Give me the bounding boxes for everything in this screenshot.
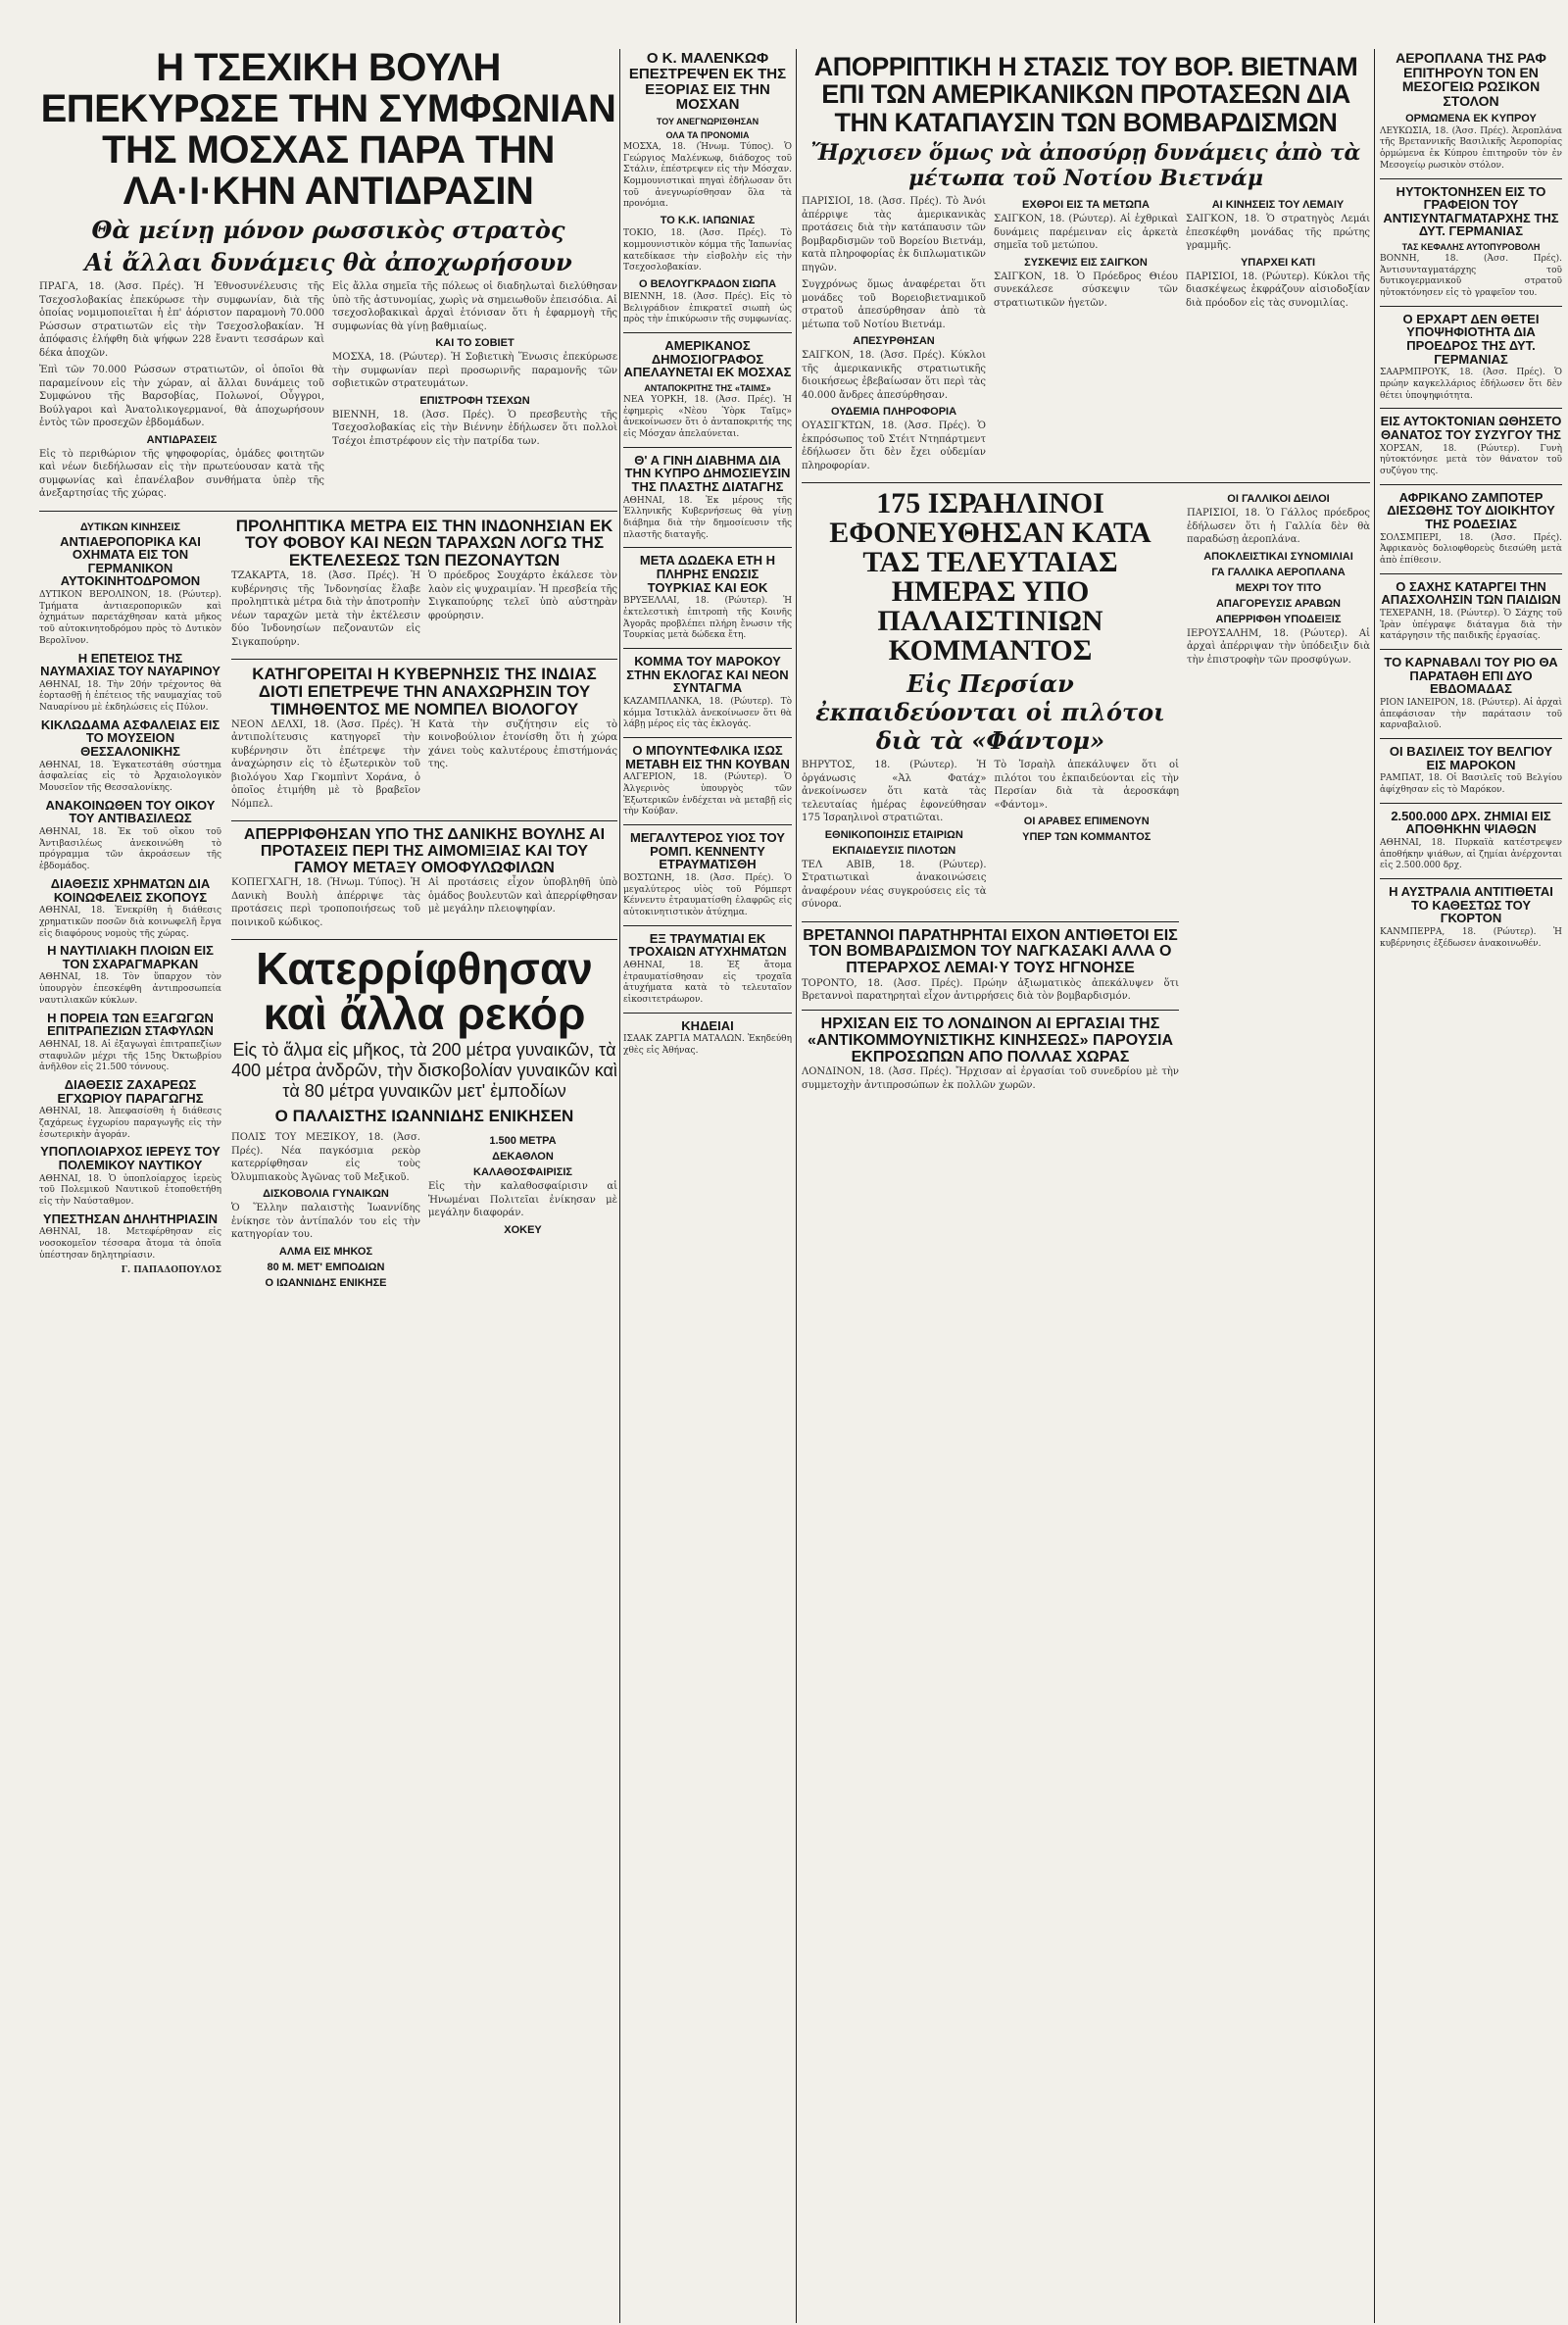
raf-headline: ΑΕΡΟΠΛΑΝΑ ΤΗΣ ΡΑΦ ΕΠΙΤΗΡΟΥΝ ΤΟΝ ΕΝ ΜΕΣΟΓΕΙΩ ΡΩΣΙΚΟΝ ΣΤΟΛΟΝ [1396, 50, 1546, 110]
lead-story-czech [39, 0, 617, 505]
carnival-text: ΡΙΟΝ ΙΑΝΕΙΡΟΝ, 18. (Ρώυτερ). Αἱ ἀρχαὶ ἀπεφάσισαν τὴν παράτασιν τοῦ καρναβαλιοῦ. [1380, 698, 1562, 731]
usa-headline: ΑΜΕΡΙΚΑΝΟΣ ΔΗΜΟΣΙΟΓΡΑΦΟΣ ΑΠΕΛΑΥΝΕΤΑΙ ΕΚ ΜΟΣΧΑΣ [623, 337, 792, 380]
sports-kicker: Ο ΠΑΛΑΙΣΤΗΣ ΙΩΑΝΝΙΔΗΣ ΕΝΙΚΗΣΕΝ [274, 1107, 574, 1126]
britain-headline: ΒΡΕΤΑΝΝΟΙ ΠΑΡΑΤΗΡΗΤΑΙ ΕΙΧΟΝ ΑΝΤΙΘΕΤΟΙ ΕΙΣ ΤΟΝ ΒΟΜΒΑΡΔΙΣΜΟΝ ΤΟΥ ΝΑΓΚΑΣΑΚΙ ΑΛΛΑ Ο ΠΤΕΡΑΡΧΟΣ ΛΕΜΑΙ·Υ ΤΟΥΣ ΗΓΝΟΗΣΕ [803, 926, 1178, 977]
divider [1380, 738, 1562, 739]
sports-sec3: 80 Μ. ΜΕΤ' ΕΜΠΟΔΙΩΝ [267, 1261, 385, 1273]
lead-sub1: Θὰ μείνῃ μόνον ρωσσικὸς στρατὸς [91, 216, 565, 244]
vietnam-sub: Ἤρχισεν ὅμως νὰ ἀποσύρῃ δυνάμεις ἀπὸ τὰ μέτωπα τοῦ Νοτίου Βιετνάμ [810, 140, 1361, 192]
sports-section [231, 943, 617, 1290]
lead-text1: ΠΡΑΓΑ, 18. (Ἀσσ. Πρές). Ἡ Ἐθνοσυνέλευσις τῆς Τσεχοσλοβακίας ἐπεκύρωσε τὴν συμφωνίαν, διὰ τῆς ὁποίας νομιμοποιεῖται ἡ ἐπ' ἀόριστον παραμονὴ 70.000 Ρώσσων στρατιωτῶν εἰς τὴν Τσεχοσλοβακίαν. Ἡ ἀπόφασις ἐλήφθη διὰ ψήφων 228 ἔναντι τεσσάρων καὶ δέκα ἀποχῶν. [39, 281, 324, 359]
right-sec2: ΑΙ ΚΙΝΗΣΕΙΣ ΤΟΥ ΛΕΜΑΙΥ [1211, 199, 1345, 212]
usa-kicker: ΑΝΤΑΠΟΚΡΙΤΗΣ ΤΗΣ «ΤΑΙΜΣ» [644, 382, 771, 393]
belgrade-headline: Ο ΒΕΛΟΥΓΚΡΑΔΟΝ ΣΙΩΠΑ [638, 277, 777, 290]
indonesia-text2: Ὁ πρόεδρος Σουχάρτο ἐκάλεσε τὸν λαὸν εἰς ψυχραιμίαν. Ἡ πρεσβεία τῆς Σιγκαπούρης τελεῖ ὑπὸ αὐστηρὰν φρούρησιν. [428, 570, 617, 621]
divider [231, 820, 617, 821]
israel-text3: ΤΕΛ ΑΒΙΒ, 18. (Ρώυτερ). Στρατιωτικαὶ ἀνακοινώσεις ἀναφέρουν νέας συγκρούσεις εἰς τὰ σύνορα. [802, 859, 987, 911]
israel-text1: ΒΗΡΥΤΟΣ, 18. (Ρώυτερ). Ἡ ὀργάνωσις «Ἀλ Φατάχ» ἀνεκοίνωσεν ὅτι κατὰ τὰς τελευταίας ἡμέρας ἐφονεύθησαν 175 Ἰσραηλινοὶ στρατιῶται. [802, 760, 987, 824]
malenkov-kicker2: ΟΛΑ ΤΑ ΠΡΟΝΟΜΙΑ [665, 130, 750, 140]
brief-text: ΑΘΗΝΑΙ, 18. Μετεφέρθησαν εἰς νοσοκομεῖον τέσσαρα ἄτομα τὰ ὁποῖα ὑπέστησαν δηλητηρίασιν. [39, 1227, 221, 1261]
denmark-headline: ΑΠΕΡΡΙΦΘΗΣΑΝ ΥΠΟ ΤΗΣ ΔΑΝΙΚΗΣ ΒΟΥΛΗΣ ΑΙ ΠΡΟΤΑΣΕΙΣ ΠΕΡΙ ΤΗΣ ΑΙΜΟΜΙΞΙΑΣ ΚΑΙ ΤΟΥ ΓΑΜΟΥ ΜΕΤΑΞΥ ΟΜΟΦΥΛΩΦΙΛΩΝ [243, 826, 606, 876]
divider [623, 1013, 792, 1014]
right-text1: ΠΑΡΙΣΙΟΙ, 18. (Ρώυτερ). Κύκλοι τῆς διασκέψεως ἐκφράζουν αἰσιοδοξίαν διὰ πρόοδον εἰς τὰς συνομιλίας. [1186, 271, 1370, 309]
raf-text: ΛΕΥΚΩΣΙΑ, 18. (Ἀσσ. Πρές). Ἀεροπλάνα τῆς Βρεταννικῆς Βασιλικῆς Ἀεροπορίας ὁρμώμενα ἐκ Κύπρου ἐπιτηροῦν τὸν ἐν Μεσογείῳ ρωσικὸν στόλον. [1380, 125, 1562, 171]
column-rule [1374, 49, 1375, 2323]
right-sec7: ΑΠΑΓΟΡΕΥΣΙΣ ΑΡΑΒΩΝ [1215, 597, 1342, 610]
divider [623, 737, 792, 738]
lead-text2: Ἐπὶ τῶν 70.000 Ρώσσων στρατιωτῶν, οἱ ὁποῖοι θὰ παραμείνουν εἰς τὴν χώραν, αἱ ἄλλαι δυνάμεις τοῦ Συμφώνου τῆς Βαρσοβίας, Πολωνοί, Οὖγγροι, Βούλγαροι καὶ Ἀνατολικογερμανοί, θὰ ἀποχωρήσουν ἐντὸς τῶν προσεχῶν ἑβδομάδων. [39, 365, 324, 428]
japan-text: ΤΟΚΙΟ, 18. (Ἀσσ. Πρές). Τὸ κομμουνιστικὸν κόμμα τῆς Ἰαπωνίας κατεδίκασε τὴν εἰσβολὴν εἰς τὴν Τσεχοσλοβακίαν. [623, 228, 792, 273]
sports-sec8: Ο ΙΩΑΝΝΙΔΗΣ ΕΝΙΚΗΣΕ [265, 1276, 387, 1289]
israel-sec2: ΕΚΠΑΙΔΕΥΣΙΣ ΠΙΛΟΤΩΝ [832, 844, 956, 857]
israel-sec4: ΥΠΕΡ ΤΩΝ ΚΟΜΜΑΝΤΟΣ [1022, 831, 1152, 844]
brief-text: ΑΘΗΝΑΙ, 18. Ἀπεφασίσθη ἡ διάθεσις ζαχάρεως ἐγχωρίου παραγωγῆς εἰς τὴν ἐσωτερικὴν ἀγοράν. [39, 1107, 221, 1140]
obit-text: ΙΣΑΑΚ ΖΑΡΓΙΑ ΜΑΤΑΛΩΝ. Ἐκηδεύθη χθὲς εἰς Ἀθήνας. [623, 1034, 792, 1056]
belgium-text: ΡΑΜΠΑΤ, 18. Οἱ Βασιλεῖς τοῦ Βελγίου ἀφίχθησαν εἰς τὸ Μαρόκον. [1380, 773, 1562, 796]
right-sec3: ΟΙ ΓΑΛΛΙΚΟΙ ΔΕΙΛΟΙ [1227, 493, 1330, 506]
divider [1380, 878, 1562, 879]
brief-text: ΔΥΤΙΚΟΝ ΒΕΡΟΛΙΝΟΝ, 18. (Ρώυτερ). Τμήματα ἀντιαεροπορικῶν καὶ ὀχημάτων παρετάχθησαν κατὰ μῆκος τοῦ αὐτοκινητοδρόμου πρὸς τὸ Δυτικὸν Βερολῖνον. [39, 590, 221, 646]
vienna-headline: ΕΠΙΣΤΡΟΦΗ ΤΣΕΧΩΝ [419, 394, 530, 407]
malenkov-text: ΜΟΣΧΑ, 18. (Ἡνωμ. Τύπος). Ὁ Γεώργιος Μαλένκωφ, διάδοχος τοῦ Στάλιν, ἐπέστρεψεν εἰς τὴν Μόσχαν. Κομμουνιστικαὶ πηγαὶ ἐδήλωσαν ὅτι τοῦ ἀνεγνωρίσθησαν ὅλα τὰ προνόμια. [623, 142, 792, 210]
denmark-text2: Αἱ προτάσεις εἶχον ὑποβληθῆ ὑπὸ ὁμάδος βουλευτῶν καὶ ἀπερρίφθησαν μὲ μεγάλην πλειοψηφίαν. [428, 877, 617, 915]
column-rule [796, 49, 797, 2323]
damage-headline: 2.500.000 ΔΡΧ. ΖΗΜΙΑΙ ΕΙΣ ΑΠΟΘΗΚΗΝ ΨΙΑΘΩΝ [1391, 808, 1551, 837]
shah-text: ΤΕΧΕΡΑΝΗ, 18. (Ρώυτερ). Ὁ Σάχης τοῦ Ἰρὰν ὑπέγραψε διάταγμα διὰ τὴν κατάργησιν τῆς παιδικῆς ἐργασίας. [1380, 609, 1562, 642]
sports-text1: ΠΟΛΙΣ ΤΟΥ ΜΕΞΙΚΟΥ, 18. (Ἀσσ. Πρές). Νέα παγκόσμια ρεκὸρ κατερρίφθησαν εἰς τοὺς Ὀλυμπιακοὺς Ἀγῶνας τοῦ Μεξικοῦ. [231, 1132, 420, 1183]
column-4 [1380, 0, 1562, 2325]
brief-text: ΑΘΗΝΑΙ, 18. Τὸν ὕπαρχον τὸν ὑπουργὸν ἐπεσκέφθη ἀντιπροσωπεία ναυτιλιακῶν κύκλων. [39, 972, 221, 1006]
vietnam-text1: ΠΑΡΙΣΙΟΙ, 18. (Ἀσσ. Πρές). Τὸ Ἀνόι ἀπέρριψε τὰς ἀμερικανικὰς προτάσεις διὰ τὴν κατάπαυσιν τῶν βομβαρδισμῶν τοῦ Βορείου Βιετνάμ, κατὰ πληροφορίας ἐκ διπλωματικῶν πηγῶν. [802, 196, 986, 273]
signature: Γ. ΠΑΠΑΔΟΠΟΥΛΟΣ [121, 1265, 221, 1276]
right-text2: ΣΑΙΓΚΟΝ, 18. Ὁ στρατηγὸς Λεμάι ἐπεσκέφθη μονάδας τῆς πρώτης γραμμῆς. [1186, 214, 1370, 252]
brief-text: ΑΘΗΝΑΙ, 18. Ἐγκατεστάθη σύστημα ἀσφαλείας εἰς τὸ Ἀρχαιολογικὸν Μουσεῖον τῆς Θεσσαλονίκης. [39, 760, 221, 794]
cuba-headline: Ο ΜΠΟΥΝΤΕΦΛΙΚΑ ΙΣΩΣ ΜΕΤΑΒΗ ΕΙΣ ΤΗΝ ΚΟΥΒΑΝ [625, 742, 790, 771]
divider [1380, 803, 1562, 804]
divider [623, 332, 792, 333]
vietnam-sec4: ΣΥΣΚΕΨΙΣ ΕΙΣ ΣΑΙΓΚΟΝ [1024, 256, 1148, 269]
malenkov-headline: Ο Κ. ΜΑΛΕΝΚΩΦ ΕΠΕΣΤΡΕΨΕΝ ΕΚ ΤΗΣ ΕΞΟΡΙΑΣ ΕΙΣ ΤΗΝ ΜΟΣΧΑΝ [628, 50, 787, 114]
right-sec6: ΜΕΧΡΙ ΤΟΥ ΤΙΤΟ [1235, 581, 1322, 594]
right-text4: ΙΕΡΟΥΣΑΛΗΜ, 18. (Ρώυτερ). Αἱ ἀρχαὶ ἀπέρριψαν τὴν ὑπόδειξιν διὰ τὴν ἐπιστροφὴν τῶν προσφύγων. [1187, 627, 1370, 666]
accidents-headline: ΕΞ ΤΡΑΥΜΑΤΙΑΙ ΕΚ ΤΡΟΧΑΙΩΝ ΑΤΥΧΗΜΑΤΩΝ [628, 930, 787, 960]
divider [802, 1010, 1179, 1011]
right-sec8: ΑΠΕΡΡΙΦΘΗ ΥΠΟΔΕΙΞΙΣ [1215, 613, 1342, 625]
brief-headline: Η ΠΟΡΕΙΑ ΤΩΝ ΕΞΑΓΩΓΩΝ ΕΠΙΤΡΑΠΕΖΙΩΝ ΣΤΑΦΥΛΩΝ [47, 1010, 214, 1039]
bonn-text: ΒΟΝΝΗ, 18. (Ἀσσ. Πρές). Ἀντισυνταγματάρχης τοῦ δυτικογερμανικοῦ στρατοῦ ηὐτοκτόνησεν εἰς τὸ γραφεῖον του. [1380, 254, 1562, 299]
accident-headline: ΕΙΣ ΑΥΤΟΚΤΟΝΙΑΝ ΩΘΗΣΕΤΟ ΘΑΝΑΤΟΣ ΤΟΥ ΣΥΖΥΓΟΥ ΤΗΣ [1380, 414, 1562, 443]
australia-headline: Η ΑΥΣΤΡΑΛΙΑ ΑΝΤΙΤΙΘΕΤΑΙ ΤΟ ΚΑΘΕΣΤΩΣ ΤΟΥ ΓΚΟΡΤΟΝ [1389, 884, 1553, 926]
divider [1380, 306, 1562, 307]
israel-sec1: ΕΘΝΙΚΟΠΟΙΗΣΙΣ ΕΤΑΙΡΙΩΝ [824, 828, 963, 841]
divider [1380, 178, 1562, 179]
africa-text: ΣΟΛΣΜΠΕΡΙ, 18. (Ἀσσ. Πρές). Ἀφρικανὸς δολιοφθορεὺς διεσώθη μετὰ ἀπὸ ἐπίθεσιν. [1380, 532, 1562, 567]
right-text3: ΠΑΡΙΣΙΟΙ, 18. Ὁ Γάλλος πρόεδρος ἐδήλωσεν ὅτι ἡ Γαλλία δὲν θὰ παραδώσῃ ἀεροπλάνα. [1187, 508, 1370, 546]
vietnam-text5: ΣΑΙΓΚΟΝ, 18. (Ρώυτερ). Αἱ ἐχθρικαὶ δυνάμεις παρέμειναν εἰς ἀρκετὰ σημεῖα τοῦ μετώπου. [994, 214, 1178, 252]
australia-text: ΚΑΝΜΠΕΡΡΑ, 18. (Ρώυτερ). Ἡ κυβέρνησις ἐξέδωσεν ἀνακοινωθέν. [1380, 927, 1562, 949]
bonn-headline: ΗΥΤΟΚΤΟΝΗΣΕΝ ΕΙΣ ΤΟ ΓΡΑΦΕΙΟΝ ΤΟΥ ΑΝΤΙΣΥΝΤΑΓΜΑΤΑΡΧΗΣ ΤΗΣ ΔΥΤ. ΓΕΡΜΑΝΙΑΣ [1383, 183, 1559, 239]
brief-text: ΑΘΗΝΑΙ, 18. Τὴν 20ήν τρέχοντος θὰ ἑορτασθῇ ἡ ἐπέτειος τῆς ναυμαχίας τοῦ Ναυαρίνου μὲ ἐκδηλώσεις εἰς Πύλον. [39, 679, 221, 714]
kennedy-text: ΒΟΣΤΩΝΗ, 18. (Ἀσσ. Πρές). Ὁ μεγαλύτερος υἱὸς τοῦ Ρόμπερτ Κέννεντυ ἐτραυματίσθη ἐλαφρῶς εἰς αὐτοκινητιστικὸν ἀτύχημα. [623, 872, 792, 917]
sports-sec7: ΧΟΚΕΥ [504, 1223, 542, 1236]
carnival-headline: ΤΟ ΚΑΡΝΑΒΑΛΙ ΤΟΥ ΡΙΟ ΘΑ ΠΑΡΑΤΑΘΗ ΕΠΙ ΔΥΟ ΕΒΔΟΜΑΔΑΣ [1384, 655, 1558, 697]
usa-text: ΝΕΑ ΥΟΡΚΗ, 18. (Ἀσσ. Πρές). Ἡ ἐφημερὶς «Νὲου Ὑὸρκ Ταῖμς» ἀνεκοίνωσεν ὅτι ὁ ἀνταποκριτής της εἰς Μόσχαν ἀπελαύνεται. [623, 394, 792, 439]
divider [802, 482, 1370, 483]
divider [623, 547, 792, 548]
erhard-headline: Ο ΕΡΧΑΡΤ ΔΕΝ ΘΕΤΕΙ ΥΠΟΨΗΦΙΟΤΗΤΑ ΔΙΑ ΠΡΟΕΔΡΟΣ ΤΗΣ ΔΥΤ. ΓΕΡΜΑΝΙΑΣ [1402, 311, 1540, 367]
vietnam-text3: ΣΑΙΓΚΟΝ, 18. (Ἀσσ. Πρές). Κύκλοι τῆς ἀμερικανικῆς στρατιωτικῆς διοικήσεως ἐβεβαίωσαν ὅτι περὶ τὰς 40.000 ἄνδρες ἀπεσύρθησαν. [802, 350, 986, 401]
vietnam-sec2: ΟΥΔΕΜΙΑ ΠΛΗΡΟΦΟΡΙΑ [830, 406, 957, 419]
divider [1380, 649, 1562, 650]
lead-text4: Εἰς ἄλλα σημεῖα τῆς πόλεως οἱ διαδηλωταὶ διελύθησαν ὑπὸ τῆς ἀστυνομίας, χωρὶς νὰ σημειωθοῦν ἐπεισόδια. Αἱ τσεχοσλοβακικαὶ ἀρχαὶ ἐτόνισαν ὅτι ἡ ἐφαρμογὴ τῆς συμφωνίας θὰ γίνῃ βαθμιαίως. [332, 281, 617, 332]
vietnam-sec1: ΑΠΕΣΥΡΘΗΣΑΝ [853, 335, 935, 348]
brief-kicker: ΔΥΤΙΚΩΝ ΚΙΝΗΣΕΙΣ [79, 520, 181, 533]
brief-headline: ΑΝΤΙΑΕΡΟΠΟΡΙΚΑ ΚΑΙ ΟΧΗΜΑΤΑ ΕΙΣ ΤΟΝ ΓΕΡΜΑΝΙΚΟΝ ΑΥΤΟΚΙΝΗΤΟΔΡΟΜΟΝ [60, 533, 201, 589]
erhard-text: ΣΑΑΡΜΠΡΟΥΚ, 18. (Ἀσσ. Πρές). Ὁ πρώην καγκελλάριος ἐδήλωσεν ὅτι δὲν θέτει ὑποψηφιότητα. [1380, 368, 1562, 401]
column-rule [619, 49, 620, 2323]
divider [39, 511, 617, 512]
cyprus-text: ΑΘΗΝΑΙ, 18. Ἐκ μέρους τῆς Ἑλληνικῆς Κυβερνήσεως θὰ γίνῃ διάβημα διὰ τὴν δημοσίευσιν τῆς πλαστῆς διαταγῆς. [623, 495, 792, 540]
divider [802, 921, 1179, 922]
turkey-headline: ΜΕΤΑ ΔΩΔΕΚΑ ΕΤΗ Η ΠΛΗΡΗΣ ΕΝΩΣΙΣ ΤΟΥΡΚΙΑΣ ΚΑΙ ΕΟΚ [639, 553, 776, 595]
sports-sec1: ΔΙΣΚΟΒΟΛΙΑ ΓΥΝΑΙΚΩΝ [263, 1188, 389, 1201]
morocco-headline: ΚΟΜΜΑ ΤΟΥ ΜΑΡΟΚΟΥ ΣΤΗΝ ΕΚΛΟΓΑΣ ΚΑΙ ΝΕΟΝ ΣΥΝΤΑΓΜΑ [626, 653, 789, 696]
britain-text: ΤΟΡΟΝΤΟ, 18. (Ἀσσ. Πρές). Πρώην ἀξιωματικὸς ἀπεκάλυψεν ὅτι Βρεταννοὶ παρατηρηταὶ εἶχον ἀντιρρήσεις διὰ τὸν βομβαρδισμόν. [802, 977, 1179, 1003]
brief-headline: ΑΝΑΚΟΙΝΩΘΕΝ ΤΟΥ ΟΙΚΟΥ ΤΟΥ ΑΝΤΙΒΑΣΙΛΕΩΣ [45, 797, 216, 826]
cuba-text: ΑΛΓΕΡΙΟΝ, 18. (Ρώυτερ). Ὁ Ἀλγερινὸς ὑπουργὸς τῶν Ἐξωτερικῶν ἐνδέχεται νὰ μεταβῇ εἰς τὴν Κούβαν. [623, 772, 792, 817]
india-headline: ΚΑΤΗΓΟΡΕΙΤΑΙ Η ΚΥΒΕΡΝΗΣΙΣ ΤΗΣ ΙΝΔΙΑΣ ΔΙΟΤΙ ΕΠΕΤΡΕΨΕ ΤΗΝ ΑΝΑΧΩΡΗΣΙΝ ΤΟΥ ΤΙΜΗΘΕΝΤΟΣ ΜΕ ΝΟΜΠΕΛ ΒΙΟΛΟΓΟΥ [252, 665, 597, 718]
divider [1380, 484, 1562, 485]
london-headline: ΗΡΧΙΣΑΝ ΕΙΣ ΤΟ ΛΟΝΔΙΝΟΝ ΑΙ ΕΡΓΑΣΙΑΙ ΤΗΣ «ΑΝΤΙΚΟΜΜΟΥΝΙΣΤΙΚΗΣ ΚΙΝΗΣΕΩΣ» ΠΑΡΟΥΣΙΑ ΕΚΠΡΟΣΩΠΩΝ ΑΠΟ ΠΟΛΛΑΣ ΧΩΡΑΣ [807, 1014, 1173, 1065]
divider [1380, 408, 1562, 409]
divider [231, 939, 617, 940]
brief-headline: ΥΠΕΣΤΗΣΑΝ ΔΗΛΗΤΗΡΙΑΣΙΝ [42, 1211, 219, 1226]
malenkov-kicker: ΤΟΥ ΑΝΕΓΝΩΡΙΣΘΗΣΑΝ [656, 117, 760, 126]
kennedy-headline: ΜΕΓΑΛΥΤΕΡΟΣ ΥΙΟΣ ΤΟΥ ΡΟΜΠ. ΚΕΝΝΕΝΤΥ ΕΤΡΑΥΜΑΤΙΣΘΗ [630, 829, 785, 872]
denmark-text1: ΚΟΠΕΓΧΑΓΗ, 18. (Ἡνωμ. Τύπος). Ἡ Δανικὴ Βουλὴ ἀπέρριψε τὰς προτάσεις περὶ τροποποιήσεως τοῦ ποινικοῦ κώδικος. [231, 877, 420, 928]
brief-headline: ΔΙΑΘΕΣΙΣ ΧΡΗΜΑΤΩΝ ΔΙΑ ΚΟΙΝΩΦΕΛΕΙΣ ΣΚΟΠΟΥΣ [50, 875, 211, 905]
sports-text3: Εἰς τὴν καλαθοσφαίρισιν αἱ Ἡνωμέναι Πολιτεῖαι ἐνίκησαν μὲ μεγάλην διαφοράν. [428, 1181, 617, 1219]
divider [623, 925, 792, 926]
london-text: ΛΟΝΔΙΝΟΝ, 18. (Ἀσσ. Πρές). Ἤρχισαν αἱ ἐργασίαι τοῦ συνεδρίου μὲ τὴν συμμετοχὴν ἀντιπροσώπων ἐκ πολλῶν χωρῶν. [802, 1066, 1179, 1091]
sports-sec4: 1.500 ΜΕΤΡΑ [489, 1135, 557, 1148]
lead-sec1: ΑΝΤΙΔΡΑΣΕΙΣ [146, 433, 218, 446]
column-2 [623, 0, 792, 2325]
israel-text2: Τὸ Ἰσραὴλ ἀπεκάλυψεν ὅτι οἱ πιλότοι του ἐκπαιδεύονται εἰς τὴν Περσίαν διὰ τὰ ἀεροσκάφη «Φάντομ». [994, 760, 1179, 811]
sports-sec2: ΑΛΜΑ ΕΙΣ ΜΗΚΟΣ [278, 1245, 373, 1258]
vienna-text: ΒΙΕΝΝΗ, 18. (Ἀσσ. Πρές). Ὁ πρεσβευτὴς τῆς Τσεχοσλοβακίας εἰς τὴν Βιέννην ἐδήλωσεν ὅτι πολλοὶ Τσέχοι ἐπιστρέφουν εἰς τὴν πατρίδα των. [332, 409, 617, 447]
divider [231, 659, 617, 660]
divider [623, 447, 792, 448]
vietnam-text6: ΣΑΙΓΚΟΝ, 18. Ὁ Πρόεδρος Θιέου συνεκάλεσε σύσκεψιν τῶν στρατιωτικῶν ἡγετῶν. [994, 271, 1178, 309]
damage-text: ΑΘΗΝΑΙ, 18. Πυρκαϊὰ κατέστρεψεν ἀποθήκην ψιάθων, αἱ ζημίαι ἀνέρχονται εἰς 2.500.000 δρχ. [1380, 838, 1562, 871]
brief-headline: ΥΠΟΠΛΟΙΑΡΧΟΣ ΙΕΡΕΥΣ ΤΟΥ ΠΟΛΕΜΙΚΟΥ ΝΑΥΤΙΚΟΥ [40, 1144, 220, 1172]
divider [1380, 573, 1562, 574]
vietnam-sec3: ΕΧΘΡΟΙ ΕΙΣ ΤΑ ΜΕΤΩΠΑ [1022, 199, 1150, 212]
vietnam-headline: ΑΠΟΡΡΙΠΤΙΚΗ Η ΣΤΑΣΙΣ ΤΟΥ ΒΟΡ. ΒΙΕΤΝΑΜ ΕΠΙ ΤΩΝ ΑΜΕΡΙΚΑΝΙΚΩΝ ΠΡΟΤΑΣΕΩΝ ΔΙΑ ΤΗΝ ΚΑΤΑΠΑΥΣΙΝ ΤΩΝ ΒΟΜΒΑΡΔΙΣΜΩΝ [813, 52, 1358, 137]
sports-sec5: ΔΕΚΑΘΛΟΝ [492, 1151, 554, 1163]
lead-headline: Η ΤΣΕΧΙΚΗ ΒΟΥΛΗ ΕΠΕΚΥΡΩΣΕ ΤΗΝ ΣΥΜΦΩΝΙΑΝ ΤΗΣ ΜΟΣΧΑΣ ΠΑΡΑ ΤΗΝ ΛΑ·Ι·ΚΗΝ ΑΝΤΙΔΡΑΣΙΝ [40, 46, 616, 213]
indonesia-headline: ΠΡΟΛΗΠΤΙΚΑ ΜΕΤΡΑ ΕΙΣ ΤΗΝ ΙΝΔΟΝΗΣΙΑΝ ΕΚ ΤΟΥ ΦΟΒΟΥ ΚΑΙ ΝΕΩΝ ΤΑΡΑΧΩΝ ΛΟΓΩ ΤΗΣ ΕΚΤΕΛΕΣΕΩΣ ΤΩΝ ΠΕΖΟΝΑΥΤΩΝ [235, 516, 613, 570]
column-3 [802, 0, 1370, 2325]
accidents-text: ΑΘΗΝΑΙ, 18. Ἐξ ἄτομα ἐτραυματίσθησαν εἰς τροχαῖα ἀτυχήματα κατὰ τὸ τελευταῖον εἰκοσιτετράωρον. [623, 960, 792, 1005]
divider [623, 824, 792, 825]
vietnam-text2: Συγχρόνως ὅμως ἀναφέρεται ὅτι μονάδες τοῦ Βορειοβιετναμικοῦ στρατοῦ ἀπεσύρθησαν ἀπὸ τὰ μέτωπα τοῦ Νοτίου Βιετνάμ. [802, 279, 986, 330]
brief-headline: ΔΙΑΘΕΣΙΣ ΖΑΧΑΡΕΩΣ ΕΓΧΩΡΙΟΥ ΠΑΡΑΓΩΓΗΣ [57, 1076, 204, 1106]
africa-headline: ΑΦΡΙΚΑΝΟ ΖΑΜΠΟΤΕΡ ΔΙΕΣΩΘΗΣ ΤΟΥ ΔΙΟΙΚΗΤΟΥ ΤΗΣ ΡΟΔΕΣΙΑΣ [1387, 489, 1555, 532]
india-text2: Κατὰ τὴν συζήτησιν εἰς τὸ κοινοβούλιον ἐτονίσθη ὅτι ἡ χώρα χάνει τοὺς καλυτέρους ἐπιστήμονάς της. [428, 718, 617, 770]
obit-headline: ΚΗΔΕΙΑΙ [681, 1017, 734, 1033]
sports-text2: Ὁ Ἕλλην παλαιστὴς Ἰωαννίδης ἐνίκησε τὸν ἀντίπαλόν του εἰς τὴν κατηγορίαν του. [231, 1203, 420, 1241]
japan-headline: ΤΟ Κ.Κ. ΙΑΠΩΝΙΑΣ [660, 215, 756, 227]
indonesia-text1: ΤΖΑΚΑΡΤΑ, 18. (Ἀσσ. Πρές). Ἡ κυβέρνησις τῆς Ἰνδονησίας ἔλαβε προληπτικὰ μέτρα διὰ τὴν ἀποτροπὴν νέων ταραχῶν μετὰ τὴν ἐκτέλεσιν δύο Ἰνδονησίων πεζοναυτῶν εἰς Σιγκαπούρην. [231, 570, 420, 648]
right-sec5: ΓΑ ΓΑΛΛΙΚΑ ΑΕΡΟΠΛΑΝΑ [1211, 566, 1346, 578]
turkey-text: ΒΡΥΞΕΛΛΑΙ, 18. (Ρώυτερ). Ἡ ἐκτελεστικὴ ἐπιτροπὴ τῆς Κοινῆς Ἀγορᾶς προβλέπει πλήρη ἔνωσιν τῆς Τουρκίας μετὰ δώδεκα ἔτη. [623, 596, 792, 641]
accident-text: ΧΟΡΣΑΝ, 18. (Ρώυτερ). Γυνὴ ηὐτοκτόνησε μετὰ τὸν θάνατον τοῦ συζύγου της. [1380, 443, 1562, 477]
morocco-text: ΚΑΖΑΜΠΛΑΝΚΑ, 18. (Ρώυτερ). Τὸ κόμμα Ἰστικλὰλ ἀνεκοίνωσεν ὅτι θὰ λάβῃ μέρος εἰς τὰς ἐκλογάς. [623, 696, 792, 730]
sports-sec6: ΚΑΛΑΘΟΣΦΑΙΡΙΣΙΣ [473, 1166, 572, 1179]
briefs-column [39, 518, 221, 1291]
raf-kicker: ΟΡΜΩΜΕΝΑ ΕΚ ΚΥΠΡΟΥ [1405, 112, 1537, 124]
bonn-kicker: ΤΑΣ ΚΕΦΑΛΗΣ ΑΥΤΟΠΥΡΟΒΟΛΗ [1401, 242, 1541, 253]
vietnam-text4: ΟΥΑΣΙΓΚΤΩΝ, 18. (Ἀσσ. Πρές). Ὁ ἐκπρόσωπος τοῦ Στέιτ Ντηπάρτμεντ ἐδήλωσεν ὅτι δὲν ἔχει οὐδεμίαν πληροφορίαν. [802, 420, 986, 471]
soviet-headline: ΚΑΙ ΤΟ ΣΟΒΙΕΤ [435, 337, 514, 349]
brief-text: ΑΘΗΝΑΙ, 18. Ἐκ τοῦ οἴκου τοῦ Ἀντιβασιλέως ἀνεκοινώθη τὸ πρόγραμμα τῶν ἀκροάσεων τῆς ἑβδομάδος. [39, 827, 221, 872]
cyprus-headline: Θ' Α ΓΙΝΗ ΔΙΑΒΗΜΑ ΔΙΑ ΤΗΝ ΚΥΠΡΟ ΔΗΜΟΣΙΕΥΣΙΝ ΤΗΣ ΠΛΑΣΤΗΣ ΔΙΑΤΑΓΗΣ [624, 452, 791, 494]
divider [623, 648, 792, 649]
brief-text: ΑΘΗΝΑΙ, 18. Ὁ ὑποπλοίαρχος ἱερεὺς τοῦ Πολεμικοῦ Ναυτικοῦ ἐτοποθετήθη εἰς τὴν Ναύσταθμον. [39, 1173, 221, 1207]
middle-stories [231, 518, 617, 1291]
sports-sub: Εἰς τὸ ἅλμα εἰς μῆκος, τὰ 200 μέτρα γυναικῶν, τὰ 400 μέτρα ἀνδρῶν, τὴν δισκοβολίαν γυναικῶν καὶ τὰ 80 μέτρα γυναικῶν μετ' ἐμποδίων [231, 1040, 617, 1102]
brief-text: ΑΘΗΝΑΙ, 18. Ἐνεκρίθη ἡ διάθεσις χρηματικῶν ποσῶν διὰ κοινωφελῆ ἔργα εἰς διαφόρους νομοὺς τῆς χώρας. [39, 906, 221, 939]
right-sec1: ΥΠΑΡΧΕΙ ΚΑΤΙ [1240, 256, 1316, 269]
brief-headline: ΚΙΚΛΩΔΑΜΑ ΑΣΦΑΛΕΙΑΣ ΕΙΣ ΤΟ ΜΟΥΣΕΙΟΝ ΘΕΣΣΑΛΟΝΙΚΗΣ [40, 717, 220, 760]
brief-text: ΑΘΗΝΑΙ, 18. Αἱ ἐξαγωγαὶ ἐπιτραπεζίων σταφυλῶν μέχρι τῆς 15ης Ὀκτωβρίου ἀνῆλθον εἰς 21.500 τόννους. [39, 1039, 221, 1073]
israel-sec3: ΟΙ ΑΡΑΒΕΣ ΕΠΙΜΕΝΟΥΝ [1023, 816, 1150, 828]
soviet-text: ΜΟΣΧΑ, 18. (Ρώυτερ). Ἡ Σοβιετικὴ Ἕνωσις ἐπεκύρωσε τὴν συμφωνίαν περὶ προσωρινῆς παραμονῆς τῶν σοβιετικῶν στρατευμάτων. [332, 352, 617, 389]
left-area [39, 0, 617, 2325]
india-text1: ΝΕΟΝ ΔΕΛΧΙ, 18. (Ἀσσ. Πρές). Ἡ ἀντιπολίτευσις κατηγορεῖ τὴν κυβέρνησιν ὅτι ἐπέτρεψε τὴν ἀναχώρησιν εἰς τὸ ἐξωτερικὸν τοῦ βιολόγου Χαρ Γκομπὶντ Χοράνα, ὁ ὁποῖος ἐτιμήθη μὲ τὸ βραβεῖον Νόμπελ. [231, 718, 420, 810]
lead-text3: Εἰς τὸ περιθώριον τῆς ψηφοφορίας, ὁμάδες φοιτητῶν καὶ νέων διεδήλωσαν εἰς τὴν πρωτεύουσαν κατὰ τῆς συμφωνίας καὶ ἐπανέλαβον συνθήματα ὑπὲρ τῆς ἀνεξαρτησίας τῆς χώρας. [39, 448, 324, 499]
brief-headline: Η ΕΠΕΤΕΙΟΣ ΤΗΣ ΝΑΥΜΑΧΙΑΣ ΤΟΥ ΝΑΥΑΡΙΝΟΥ [40, 650, 220, 679]
brief-headline: Η ΝΑΥΤΙΛΙΑΚΗ ΠΛΟΙΩΝ ΕΙΣ ΤΟΝ ΣΧΑΡΑΓΜΑΡΚΑΝ [47, 943, 214, 971]
belgium-headline: ΟΙ ΒΑΣΙΛΕΙΣ ΤΟΥ ΒΕΛΓΙΟΥ ΕΙΣ ΜΑΡΟΚΟΝ [1389, 744, 1553, 772]
belgrade-text: ΒΙΕΝΝΗ, 18. (Ἀσσ. Πρές). Εἰς τὸ Βελιγράδιον ἐπικρατεῖ σιωπὴ ὡς πρὸς τὴν ἐπικύρωσιν τῆς συμφωνίας. [623, 291, 792, 325]
sports-banner: Κατερρίφθησαν καὶ ἄλλα ρεκόρ [256, 943, 593, 1040]
lead-sub2: Αἱ ἄλλαι δυνάμεις θὰ ἀποχωρήσουν [84, 248, 572, 276]
israel-sub: Εἰς Περσίαν ἐκπαιδεύονται οἱ πιλότοι διὰ τὰ «Φάντομ» [815, 669, 1165, 756]
right-sec4: ΑΠΟΚΛΕΙΣΤΙΚΑΙ ΣΥΝΟΜΙΛΙΑΙ [1203, 550, 1353, 563]
shah-headline: Ο ΣΑΧΗΣ ΚΑΤΑΡΓΕΙ ΤΗΝ ΑΠΑΣΧΟΛΗΣΙΝ ΤΩΝ ΠΑΙΔΙΩΝ [1381, 578, 1561, 608]
israel-headline: 175 ΙΣΡΑΗΛΙΝΟΙ ΕΦΟΝΕΥΘΗΣΑΝ ΚΑΤΑ ΤΑΣ ΤΕΛΕΥΤΑΙΑΣ ΗΜΕΡΑΣ ΥΠΟ ΠΑΛΑΙΣΤΙΝΙΩΝ ΚΟΜΜΑΝΤΟΣ [829, 487, 1152, 668]
